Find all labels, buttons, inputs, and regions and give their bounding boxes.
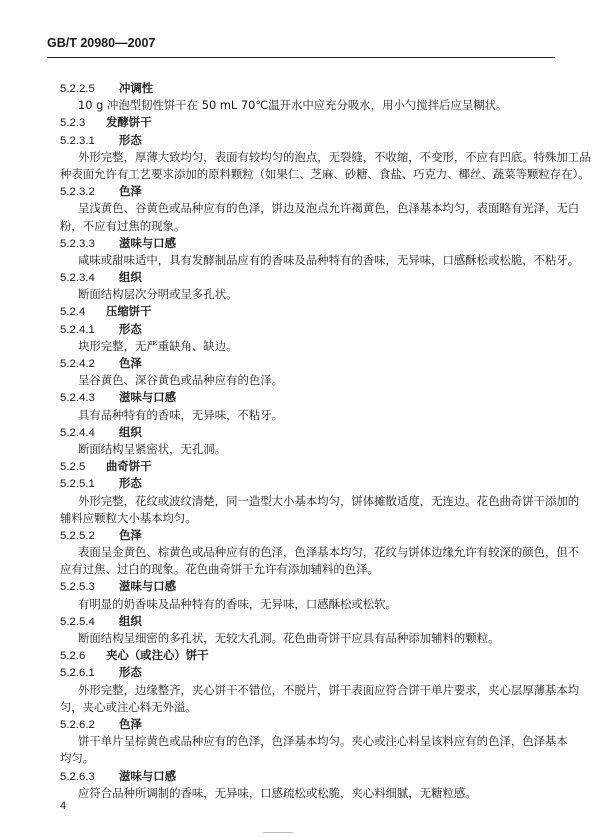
section-heading [60,578,554,595]
paragraph-line: 断面结构呈紧密状，无孔洞。 [78,441,227,456]
paragraph-line: 饼干单片呈棕黄色或品种应有的色泽，色泽基本均匀。夹心或注心料呈该料应有的色泽，色泽基本 [78,734,568,749]
header-divider [47,57,555,58]
paragraph-line: 外形完整，边缘整齐，夹心饼干不错位，不脱片，饼干表面应符合饼干单片要求，夹心层厚薄基本均 [78,682,580,697]
section-heading [60,613,554,630]
section-heading [60,114,554,131]
section-title: 冲调性 [119,81,154,95]
paragraph-line: 断面结构呈细密的多孔状，无较大孔洞。花色曲奇饼干应具有品种添加辅料的颗粒。 [78,631,500,645]
paragraph-line: 粉，不应有过焦的现象。 [60,218,186,233]
section-title: 组织 [119,424,142,439]
section-heading [60,321,554,338]
section-number: 5.2.5.3 [60,581,95,594]
section-heading [60,768,554,785]
section-heading [60,389,554,406]
section-title: 压缩饼干 [106,304,152,319]
section-heading [60,355,554,372]
paragraph-line: 外形完整，花纹或波纹清楚，同一造型大小基本均匀，饼体摊散适度，无连边。花色曲奇饼干添加的 [78,493,580,508]
document-body [60,80,591,802]
section-number: 5.2.4 [60,306,86,319]
paragraph-line: 种表面允许有工艺要求添加的原料颗粒（如果仁、芝麻、砂糖、食盐、巧克力、椰丝、蔬菜等颗粒存在）。 [60,166,590,181]
paragraph-line: 有明显的奶香味及品种特有的香味，无异味，口感酥松或松软。 [78,596,397,611]
section-number: 5.2.6 [60,650,86,663]
paragraph-line: 表面呈金黄色、棕黄色或品种应有的色泽，色泽基本均匀，花纹与饼体边缘允许有较深的颜色，但不 [78,545,580,560]
section-heading [60,269,554,286]
paragraph-line: 匀，夹心或注心料无外溢。 [60,699,197,714]
section-heading [60,132,554,149]
section-heading [60,527,554,544]
section-title: 色泽 [119,184,142,199]
section-number: 5.2.3.3 [60,237,95,250]
paragraph-line: 10 g 冲泡型韧性饼干在 50 mL 70℃温开水中应充分吸水，用小勺搅拌后应呈糊状。 [78,98,508,113]
paragraph-line: 应符合品种所调制的香味，无异味，口感疏松或松脆，夹心料细腻，无糖粒感。 [78,785,477,800]
section-number: 5.2.6.3 [60,770,95,783]
section-heading [60,716,554,733]
section-number: 5.2.6.2 [60,718,95,731]
section-title: 形态 [119,665,142,680]
section-number: 5.2.5.1 [60,478,95,491]
section-heading [60,458,554,475]
section-title: 色泽 [119,716,142,731]
section-title: 曲奇饼干 [106,459,152,474]
section-heading [60,647,554,664]
section-number: 5.2.4.1 [60,323,95,336]
section-number: 5.2.4.2 [60,358,95,370]
section-title: 色泽 [119,356,142,370]
paragraph-line: 应有过焦、过白的现象。花色曲奇饼干允许有添加辅料的色泽。 [60,562,379,577]
paragraph-line: 均匀。 [60,751,95,766]
section-number: 5.2.3.4 [60,272,95,285]
section-heading [60,80,554,97]
footer-mark [263,832,293,833]
paragraph-line: 咸味或甜味适中，具有发酵制品应有的香味及品种特有的香味，无异味，口感酥松或松脆，不粘牙。 [78,252,580,267]
section-title: 滋味与口感 [119,579,176,594]
section-title: 滋味与口感 [119,390,176,405]
section-title: 色泽 [119,527,142,542]
section-number: 5.2.5.4 [60,615,95,628]
section-number: 5.2.2.5 [60,83,95,95]
section-heading [60,475,554,492]
section-heading [60,424,554,441]
paragraph-line: 断面结构层次分明或呈多孔状。 [78,287,238,302]
section-title: 形态 [119,132,142,147]
paragraph-line: 具有品种特有的香味，无异味，不粘牙。 [78,407,284,422]
section-title: 形态 [119,321,142,336]
section-heading [60,664,554,681]
paragraph-line: 块形完整，无严重缺角、缺边。 [78,338,238,353]
standard-code-header: GB/T 20980—2007 [47,36,156,50]
section-title: 滋味与口感 [119,235,176,250]
section-number: 5.2.3.1 [60,134,95,147]
section-heading [60,303,554,320]
section-number: 5.2.3 [60,117,86,130]
paragraph-line: 呈浅黄色、谷黄色或品种应有的色泽，饼边及泡点允许褐黄色，色泽基本均匀，表面略有光泽，无白 [78,201,580,216]
section-number: 5.2.6.1 [60,667,95,680]
paragraph-line: 呈谷黄色、深谷黄色或品种应有的色泽。 [78,373,284,388]
section-number: 5.2.4.4 [60,426,95,439]
section-heading [60,235,554,252]
paragraph-line: 外形完整，厚薄大致均匀，表面有较均匀的泡点，无裂缝，不收缩，不变形，不应有凹底。特殊加工品 [78,149,591,164]
section-title: 组织 [119,613,142,628]
section-number: 5.2.4.3 [60,392,95,405]
section-title: 夹心（或注心）饼干 [106,648,209,663]
section-title: 滋味与口感 [119,768,176,783]
paragraph-line: 辅料应颗粒大小基本均匀。 [60,510,197,525]
page-number: 4 [60,800,67,812]
section-number: 5.2.5.2 [60,529,95,542]
section-title: 发酵饼干 [106,115,152,130]
section-number: 5.2.3.2 [60,186,95,199]
section-title: 形态 [119,476,142,491]
section-number: 5.2.5 [60,461,86,474]
section-title: 组织 [119,270,142,285]
section-heading [60,183,554,200]
